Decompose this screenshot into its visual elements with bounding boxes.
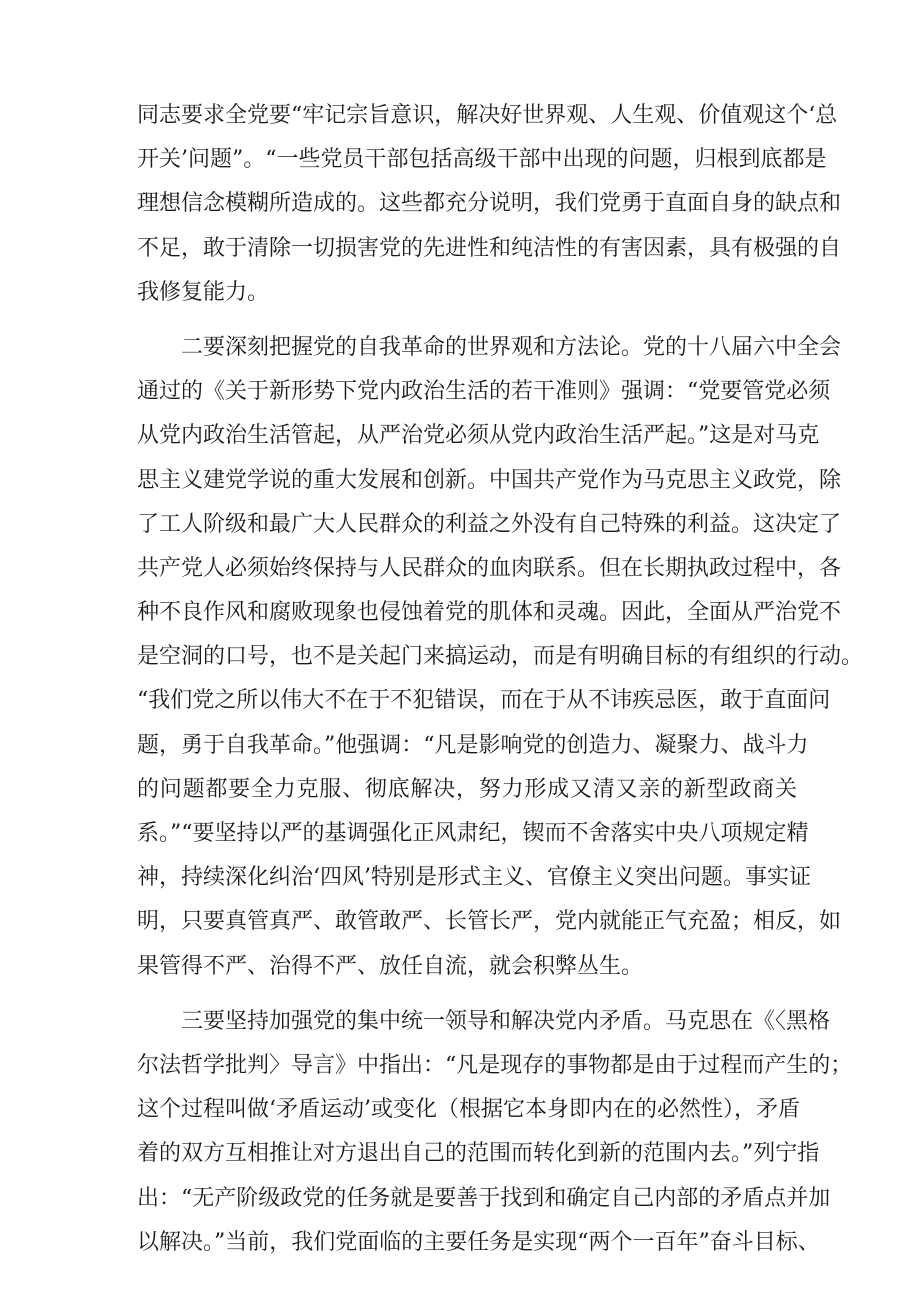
text-line: 以解决。”当前，我们党面临的主要任务是实现“两个一百年”奋斗目标、 bbox=[137, 1229, 820, 1255]
text-line: 种不良作风和腐败现象也侵蚀着党的肌体和灵魂。因此，全面从严治党不 bbox=[137, 600, 842, 626]
body-text bbox=[137, 94, 864, 1265]
text-line: 题，勇于自我革命。”他强调：“凡是影响党的创造力、凝聚力、战斗力 bbox=[137, 732, 809, 758]
text-line: 了工人阶级和最广大人民群众的利益之外没有自己特殊的利益。这决定了 bbox=[137, 511, 842, 537]
text-line: 我修复能力。 bbox=[137, 279, 270, 305]
paragraph-1 bbox=[137, 94, 842, 315]
text-line: 同志要求全党要“牢记宗旨意识，解决好世界观、人生观、价值观这个‘总 bbox=[137, 103, 838, 128]
text-line: 是空洞的口号，也不是关起门来搞运动，而是有明确目标的有组织的行动。 bbox=[137, 644, 864, 670]
paragraph-3 bbox=[137, 1000, 853, 1265]
text-line: 通过的《关于新形势下党内政治生活的若干准则》强调：“党要管党必须 bbox=[137, 379, 831, 405]
text-line: 明，只要真管真严、敢管敢严、长管长严，党内就能正气充盈；相反，如 bbox=[137, 909, 842, 935]
text-line: 神，持续深化纠治‘四风’特别是形式主义、官僚主义突出问题。事实证 bbox=[137, 865, 811, 891]
text-line: 系。”“要坚持以严的基调强化正风肃纪，锲而不舍落实中央八项规定精 bbox=[137, 821, 809, 846]
text-line: 的问题都要全力克服、彻底解决，努力形成又清又亲的新型政商关 bbox=[137, 776, 797, 802]
text-line: 理想信念模糊所造成的。这些都充分说明，我们党勇于直面自身的缺点和 bbox=[137, 191, 842, 217]
paragraph-2 bbox=[137, 326, 864, 989]
text-line: 开关’问题”。“一些党员干部包括高级干部中出现的问题，归根到底都是 bbox=[137, 147, 827, 173]
text-line: “我们党之所以伟大不在于不犯错误，而在于从不讳疾忌医，敢于直面问 bbox=[137, 688, 831, 714]
text-line: 这个过程叫做‘矛盾运动’或变化（根据它本身即内在的必然性），矛盾 bbox=[137, 1097, 800, 1123]
text-line: 三要坚持加强党的集中统一领导和解决党内矛盾。马克思在《〈黑格 bbox=[137, 1008, 831, 1034]
text-line: 从党内政治生活管起，从严治党必须从党内政治生活严起。”这是对马克 bbox=[137, 423, 820, 449]
text-line: 尔法哲学批判〉导言》中指出：“凡是现存的事物都是由于过程而产生的； bbox=[137, 1052, 853, 1078]
text-line: 不足，敢于清除一切损害党的先进性和纯洁性的有害因素，具有极强的自 bbox=[137, 235, 842, 261]
text-line: 果管得不严、治得不严、放任自流，就会积弊丛生。 bbox=[137, 953, 644, 979]
text-line: 思主义建党学说的重大发展和创新。中国共产党作为马克思主义政党，除 bbox=[137, 467, 842, 493]
text-line: 出：“无产阶级政党的任务就是要善于找到和确定自己内部的矛盾点并加 bbox=[137, 1185, 831, 1211]
text-line: 二要深刻把握党的自我革命的世界观和方法论。党的十八届六中全会 bbox=[137, 334, 842, 360]
text-line: 共产党人必须始终保持与人民群众的血肉联系。但在长期执政过程中，各 bbox=[137, 555, 842, 581]
text-line: 着的双方互相推让对方退出自己的范围而转化到新的范围内去。”列宁指 bbox=[137, 1141, 820, 1167]
